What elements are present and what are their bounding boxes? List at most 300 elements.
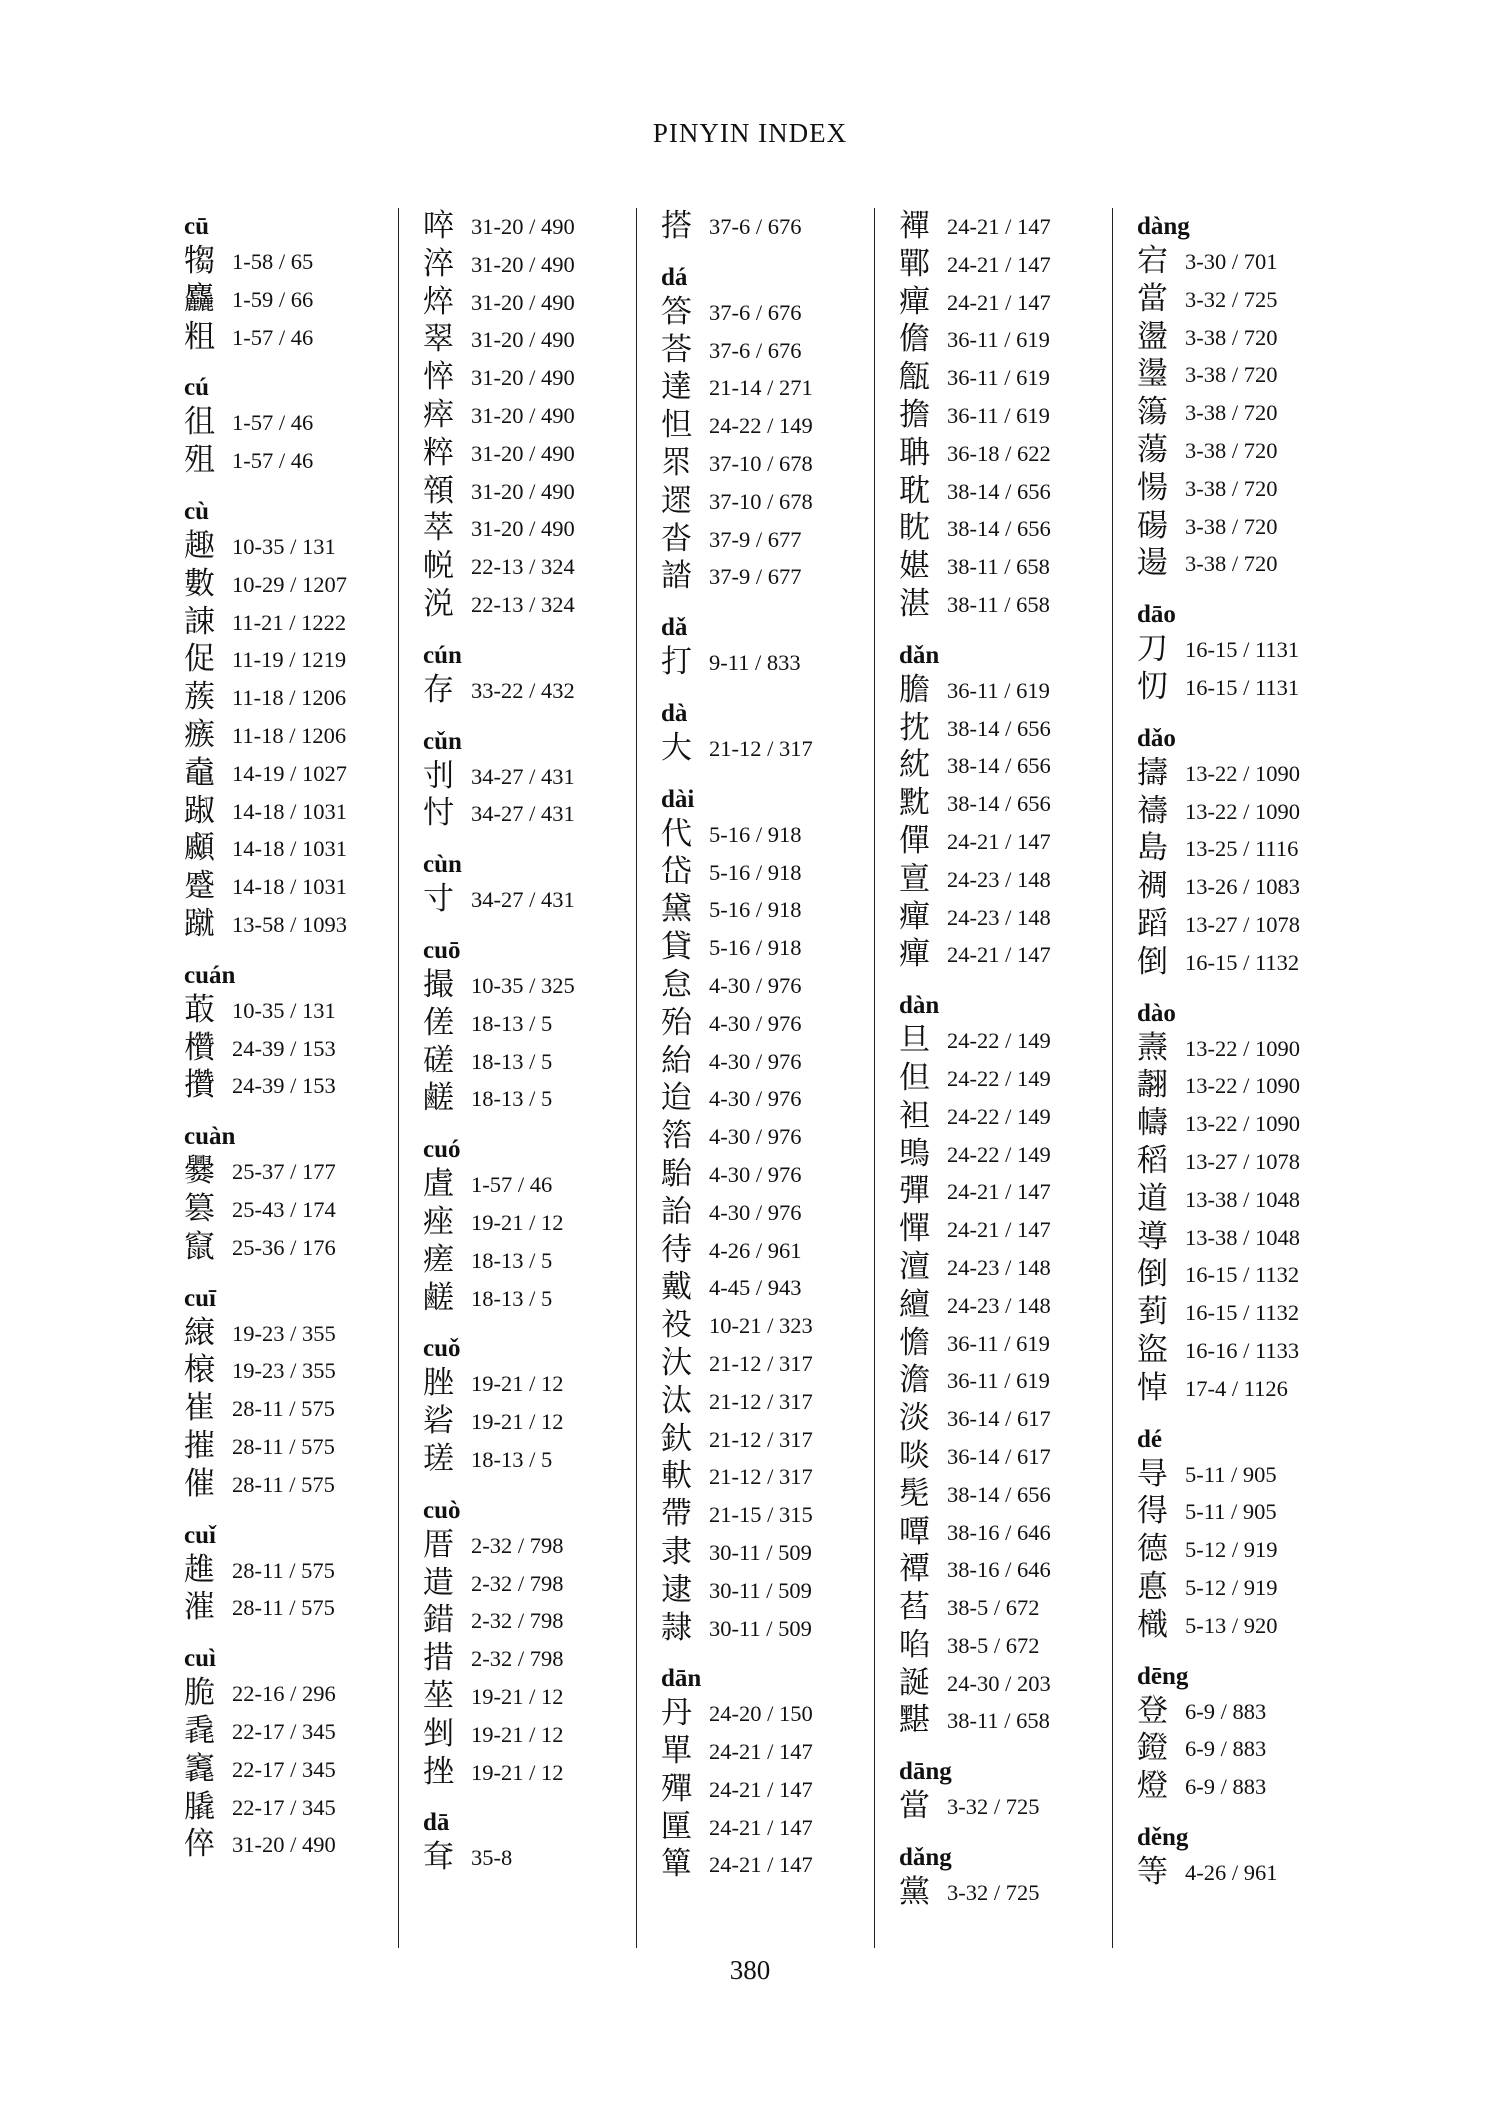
index-entry <box>1137 906 1345 944</box>
index-entry <box>184 404 392 442</box>
index-entry <box>661 1733 869 1771</box>
entry-reference: 24-39 / 153 <box>232 1073 336 1099</box>
entry-reference: 1-59 / 66 <box>232 286 314 312</box>
entry-reference: 13-58 / 1093 <box>232 911 347 937</box>
index-columns <box>160 208 1350 1948</box>
entry-character: 簞 <box>661 1846 692 1883</box>
entry-character: 釱 <box>661 1420 692 1457</box>
index-entry <box>899 1022 1107 1060</box>
entry-character: 啐 <box>423 208 454 244</box>
entry-reference: 4-30 / 976 <box>709 1048 802 1074</box>
index-entry <box>423 881 631 919</box>
entry-reference: 4-30 / 976 <box>709 972 802 998</box>
entry-character: 燈 <box>1137 1768 1168 1805</box>
index-entry <box>1137 755 1345 793</box>
index-entry <box>423 548 631 586</box>
index-entry <box>1137 868 1345 906</box>
index-entry <box>899 435 1107 473</box>
index-entry <box>1137 1181 1345 1219</box>
entry-character: 癉 <box>899 283 930 320</box>
index-entry <box>184 1713 392 1751</box>
entry-character: 汏 <box>661 1344 692 1381</box>
entry-reference: 31-20 / 490 <box>471 214 575 239</box>
index-entry <box>899 1211 1107 1249</box>
index-entry <box>899 1287 1107 1325</box>
entry-character: 擔 <box>899 396 930 433</box>
pinyin-group <box>1137 1823 1345 1892</box>
entry-reference: 24-21 / 147 <box>947 828 1051 854</box>
entry-reference: 10-35 / 325 <box>471 972 575 998</box>
index-entry <box>184 717 392 755</box>
entry-character: 旦 <box>899 1022 930 1059</box>
entry-character: 襌 <box>899 208 930 244</box>
index-entry <box>1137 830 1345 868</box>
entry-character: 脆 <box>184 1675 215 1712</box>
entry-character: 悴 <box>423 359 454 396</box>
index-entry <box>423 435 631 473</box>
index-entry <box>184 1675 392 1713</box>
entry-character: 毳 <box>184 1712 215 1749</box>
entry-character: 祋 <box>661 1307 692 1344</box>
entry-reference: 13-25 / 1116 <box>1185 836 1299 862</box>
entry-reference: 10-21 / 323 <box>709 1313 813 1339</box>
entry-reference: 3-38 / 720 <box>1185 324 1278 350</box>
entry-character: 怠 <box>661 966 692 1003</box>
index-entry <box>899 1702 1107 1740</box>
entry-reference: 19-21 / 12 <box>471 1721 564 1747</box>
entry-character: 促 <box>184 641 215 678</box>
index-entry <box>1137 243 1345 281</box>
index-entry <box>423 473 631 511</box>
entry-character: 刀 <box>1137 631 1168 668</box>
entry-character: 盜 <box>1137 1331 1168 1368</box>
index-entry <box>423 672 631 710</box>
entry-reference: 28-11 / 575 <box>232 1595 335 1621</box>
pinyin-group <box>184 1122 392 1266</box>
index-entry <box>184 679 392 717</box>
pinyin-heading: dāo <box>1137 601 1176 629</box>
pinyin-group <box>423 850 631 919</box>
pinyin-group <box>423 641 631 710</box>
entry-character: 鐙 <box>1137 1730 1168 1767</box>
entry-character: 萏 <box>899 1589 930 1626</box>
entry-reference: 24-21 / 147 <box>947 251 1051 277</box>
entry-character: 淬 <box>423 245 454 282</box>
entry-character: 戴 <box>661 1269 692 1306</box>
entry-character: 膬 <box>184 1788 215 1825</box>
entry-character: 啗 <box>899 1626 930 1663</box>
index-entry <box>1137 1030 1345 1068</box>
entry-character: 禂 <box>1137 868 1168 905</box>
pinyin-group <box>661 785 869 1648</box>
index-entry <box>899 1325 1107 1363</box>
index-entry <box>1137 1607 1345 1645</box>
entry-reference: 33-22 / 432 <box>471 677 575 703</box>
index-entry <box>423 1365 631 1403</box>
entry-character: 蹈 <box>1137 905 1168 942</box>
index-entry <box>423 1242 631 1280</box>
entry-reference: 14-18 / 1031 <box>232 874 347 900</box>
index-entry <box>661 1232 869 1270</box>
entry-reference: 24-22 / 149 <box>947 1065 1051 1091</box>
index-entry <box>184 1390 392 1428</box>
entry-character: 儋 <box>899 321 930 358</box>
index-entry <box>1137 669 1345 707</box>
entry-character: 黛 <box>661 891 692 928</box>
index-entry <box>423 1527 631 1565</box>
entry-reference: 36-11 / 619 <box>947 1330 1050 1356</box>
entry-character: 剉 <box>423 1715 454 1752</box>
entry-reference: 18-13 / 5 <box>471 1086 553 1112</box>
pinyin-heading: cuò <box>423 1496 461 1524</box>
entry-character: 軑 <box>661 1458 692 1495</box>
entry-character: 黨 <box>899 1874 930 1911</box>
pinyin-group <box>661 208 869 246</box>
entry-character: 瑳 <box>423 1440 454 1477</box>
page-title: PINYIN INDEX <box>652 118 848 148</box>
index-entry <box>423 967 631 1005</box>
entry-reference: 28-11 / 575 <box>232 1557 335 1583</box>
pinyin-heading: dài <box>661 785 695 813</box>
index-entry <box>661 816 869 854</box>
entry-character: 漼 <box>184 1589 215 1626</box>
entry-reference: 18-13 / 5 <box>471 1010 553 1036</box>
entry-reference: 22-17 / 345 <box>232 1794 336 1820</box>
entry-reference: 22-17 / 345 <box>232 1718 336 1744</box>
entry-character: 黮 <box>899 1702 930 1739</box>
entry-character: 癉 <box>899 898 930 935</box>
entry-reference: 2-32 / 798 <box>471 1532 564 1558</box>
entry-reference: 37-10 / 678 <box>709 488 813 514</box>
pinyin-heading: dàn <box>899 992 940 1020</box>
entry-character: 竄 <box>184 1228 215 1265</box>
page-number: 380 <box>729 1955 771 1985</box>
index-entry <box>184 528 392 566</box>
pinyin-heading: cǔn <box>423 727 462 755</box>
entry-reference: 18-13 / 5 <box>471 1285 553 1311</box>
entry-reference: 24-22 / 149 <box>709 413 813 439</box>
entry-character: 嘾 <box>899 1513 930 1550</box>
index-entry <box>423 1403 631 1441</box>
entry-reference: 22-13 / 324 <box>471 591 575 617</box>
index-entry <box>661 1421 869 1459</box>
entry-reference: 19-21 / 12 <box>471 1683 564 1709</box>
entry-reference: 13-22 / 1090 <box>1185 760 1300 786</box>
entry-character: 癉 <box>899 936 930 973</box>
entry-character: 愓 <box>1137 469 1168 506</box>
entry-character: 措 <box>423 1640 454 1677</box>
pinyin-heading: cuō <box>423 936 461 964</box>
pinyin-group <box>423 1808 631 1877</box>
entry-reference: 1-57 / 46 <box>232 448 314 474</box>
entry-character: 迨 <box>661 1080 692 1117</box>
entry-character: 攢 <box>184 1067 215 1104</box>
pinyin-group <box>661 613 869 682</box>
entry-reference: 16-15 / 1131 <box>1185 674 1300 700</box>
entry-character: 禱 <box>1137 792 1168 829</box>
entry-reference: 38-14 / 656 <box>947 1481 1051 1507</box>
entry-character: 犓 <box>184 243 215 279</box>
index-entry <box>899 1400 1107 1438</box>
index-entry <box>661 1156 869 1194</box>
entry-reference: 5-16 / 918 <box>709 935 802 961</box>
index-entry <box>899 1362 1107 1400</box>
pinyin-heading: dàng <box>1137 213 1190 240</box>
entry-character: 單 <box>661 1733 692 1770</box>
entry-reference: 4-45 / 943 <box>709 1275 802 1301</box>
entry-character: 駘 <box>661 1155 692 1192</box>
entry-character: 抌 <box>899 709 930 746</box>
index-column-2 <box>398 208 631 1948</box>
index-entry <box>423 1005 631 1043</box>
entry-character: 達 <box>661 369 692 406</box>
pinyin-group <box>1137 1662 1345 1806</box>
index-entry <box>184 604 392 642</box>
entry-character: 撮 <box>423 966 454 1003</box>
entry-reference: 5-16 / 918 <box>709 897 802 923</box>
entry-character: 簜 <box>1137 394 1168 431</box>
index-entry <box>1137 1768 1345 1806</box>
index-entry <box>661 1194 869 1232</box>
entry-reference: 21-15 / 315 <box>709 1502 813 1528</box>
entry-reference: 38-14 / 656 <box>947 715 1051 741</box>
entry-character: 悳 <box>1137 1568 1168 1605</box>
entry-character: 啖 <box>899 1437 930 1474</box>
entry-character: 憺 <box>899 1324 930 1361</box>
entry-reference: 36-11 / 619 <box>947 402 1050 428</box>
entry-character: 眔 <box>661 444 692 481</box>
index-entry <box>899 1098 1107 1136</box>
pinyin-heading: cuǒ <box>423 1335 461 1363</box>
entry-character: 當 <box>899 1788 930 1825</box>
index-entry <box>1137 944 1345 982</box>
index-entry <box>899 1136 1107 1174</box>
entry-character: 摧 <box>184 1427 215 1464</box>
pinyin-heading: dāng <box>899 1758 952 1786</box>
entry-character: 鄲 <box>899 245 930 282</box>
entry-character: 僤 <box>899 822 930 859</box>
pinyin-heading: cú <box>184 374 209 402</box>
index-entry <box>423 1640 631 1678</box>
entry-reference: 14-19 / 1027 <box>232 760 347 786</box>
entry-reference: 10-35 / 131 <box>232 997 336 1023</box>
entry-reference: 6-9 / 883 <box>1185 1774 1267 1800</box>
index-entry <box>1137 1493 1345 1531</box>
index-entry <box>899 321 1107 359</box>
entry-character: 菆 <box>184 991 215 1028</box>
entry-reference: 11-18 / 1206 <box>232 722 347 748</box>
index-entry <box>184 1315 392 1353</box>
index-entry <box>423 1754 631 1792</box>
index-entry <box>1137 394 1345 432</box>
entry-reference: 38-5 / 672 <box>947 1632 1040 1658</box>
entry-reference: 16-15 / 1132 <box>1185 949 1300 975</box>
entry-character: 丹 <box>661 1695 692 1732</box>
pinyin-group <box>184 497 392 944</box>
index-entry <box>1137 1143 1345 1181</box>
entry-reference: 13-22 / 1090 <box>1185 1073 1300 1099</box>
index-entry <box>899 1438 1107 1476</box>
entry-character: 鹺 <box>423 1080 454 1117</box>
entry-character: 得 <box>1137 1493 1168 1530</box>
index-entry <box>184 1030 392 1068</box>
entry-character: 數 <box>184 565 215 602</box>
index-entry <box>661 332 869 370</box>
entry-reference: 37-10 / 678 <box>709 450 813 476</box>
index-entry <box>184 1067 392 1105</box>
index-entry <box>899 1060 1107 1098</box>
entry-reference: 24-21 / 147 <box>947 214 1051 239</box>
entry-reference: 38-14 / 656 <box>947 478 1051 504</box>
pinyin-heading: cuǐ <box>184 1521 216 1549</box>
entry-character: 痤 <box>423 1203 454 1240</box>
pinyin-group <box>423 1496 631 1792</box>
entry-character: 紞 <box>899 747 930 784</box>
index-entry <box>661 1383 869 1421</box>
entry-reference: 25-43 / 174 <box>232 1196 336 1222</box>
entry-character: 萃 <box>423 510 454 547</box>
pinyin-heading: dǎn <box>899 641 940 669</box>
entry-character: 逿 <box>1137 545 1168 582</box>
index-entry <box>661 1572 869 1610</box>
index-entry <box>1137 281 1345 319</box>
entry-reference: 5-12 / 919 <box>1185 1574 1278 1600</box>
index-entry <box>423 1166 631 1204</box>
entry-character: 鹺 <box>423 1279 454 1316</box>
index-entry <box>899 936 1107 974</box>
index-entry <box>661 369 869 407</box>
entry-reference: 38-14 / 656 <box>947 516 1051 542</box>
index-entry <box>661 208 869 246</box>
entry-reference: 3-38 / 720 <box>1185 437 1278 463</box>
entry-reference: 28-11 / 575 <box>232 1433 335 1459</box>
entry-character: 紿 <box>661 1042 692 1079</box>
pinyin-group <box>184 1284 392 1504</box>
index-entry <box>899 747 1107 785</box>
pinyin-group <box>423 1334 631 1478</box>
index-column-3 <box>636 208 869 1948</box>
entry-character: 爨 <box>184 1153 215 1190</box>
entry-reference: 4-30 / 976 <box>709 1161 802 1187</box>
index-entry <box>423 795 631 833</box>
index-entry <box>899 899 1107 937</box>
entry-character: 蔟 <box>184 679 215 716</box>
index-entry <box>1137 319 1345 357</box>
index-entry <box>899 1173 1107 1211</box>
entry-reference: 5-11 / 905 <box>1185 1461 1277 1487</box>
entry-character: 焠 <box>423 283 454 320</box>
entry-character: 忉 <box>1137 668 1168 705</box>
entry-reference: 5-13 / 920 <box>1185 1612 1278 1638</box>
entry-reference: 19-23 / 355 <box>232 1358 336 1384</box>
index-entry <box>423 1080 631 1118</box>
index-entry <box>423 1441 631 1479</box>
entry-reference: 19-21 / 12 <box>471 1209 564 1235</box>
index-entry <box>1137 1730 1345 1768</box>
entry-reference: 25-37 / 177 <box>232 1159 336 1185</box>
index-entry <box>661 854 869 892</box>
entry-reference: 4-26 / 961 <box>1185 1859 1278 1885</box>
entry-reference: 31-20 / 490 <box>471 251 575 277</box>
entry-reference: 21-12 / 317 <box>709 1464 813 1490</box>
index-entry <box>1137 1456 1345 1494</box>
index-column-4 <box>874 208 1107 1948</box>
entry-character: 悼 <box>1137 1369 1168 1406</box>
entry-reference: 36-14 / 617 <box>947 1406 1051 1432</box>
pinyin-group <box>423 1135 631 1317</box>
index-entry <box>661 294 869 332</box>
entry-character: 待 <box>661 1231 692 1268</box>
entry-character: 盪 <box>1137 318 1168 355</box>
index-entry <box>899 1514 1107 1552</box>
entry-reference: 30-11 / 509 <box>709 1539 812 1565</box>
entry-reference: 5-12 / 919 <box>1185 1537 1278 1563</box>
entry-character: 澶 <box>899 1248 930 1285</box>
index-entry <box>661 1005 869 1043</box>
entry-character: 稻 <box>1137 1142 1168 1179</box>
pinyin-heading: děng <box>1137 1823 1189 1851</box>
entry-reference: 11-19 / 1219 <box>232 647 347 673</box>
entry-reference: 6-9 / 883 <box>1185 1736 1267 1762</box>
index-entry <box>423 586 631 624</box>
entry-reference: 21-12 / 317 <box>709 1350 813 1376</box>
index-entry <box>661 1771 869 1809</box>
entry-character: 殂 <box>184 442 215 479</box>
index-entry <box>899 208 1107 246</box>
index-entry <box>184 1589 392 1627</box>
index-column-1 <box>160 208 392 1948</box>
pinyin-group <box>899 208 1107 624</box>
entry-character: 但 <box>899 1059 930 1096</box>
entry-reference: 34-27 / 431 <box>471 763 575 789</box>
index-entry <box>184 442 392 480</box>
entry-reference: 6-9 / 883 <box>1185 1698 1267 1724</box>
entry-reference: 28-11 / 575 <box>232 1471 335 1497</box>
entry-reference: 3-38 / 720 <box>1185 362 1278 388</box>
index-entry <box>1137 1067 1345 1105</box>
pinyin-heading: cū <box>184 213 209 240</box>
entry-character: 麤 <box>184 280 215 317</box>
entry-reference: 14-18 / 1031 <box>232 836 347 862</box>
entry-reference: 1-57 / 46 <box>232 324 314 350</box>
index-entry <box>899 785 1107 823</box>
entry-character: 汰 <box>661 1382 692 1419</box>
index-entry <box>661 644 869 682</box>
entry-character: 鼀 <box>184 754 215 791</box>
pinyin-group <box>184 212 392 356</box>
index-entry <box>661 967 869 1005</box>
entry-character: 殆 <box>661 1004 692 1041</box>
entry-character: 莝 <box>423 1677 454 1714</box>
index-entry <box>661 521 869 559</box>
entry-character: 等 <box>1137 1853 1168 1890</box>
index-entry <box>899 672 1107 710</box>
entry-reference: 24-21 / 147 <box>947 1179 1051 1205</box>
entry-reference: 10-29 / 1207 <box>232 571 347 597</box>
entry-character: 誻 <box>661 558 692 595</box>
index-entry <box>1137 1219 1345 1257</box>
index-entry <box>899 359 1107 397</box>
entry-character: 欑 <box>184 1029 215 1066</box>
index-entry <box>899 823 1107 861</box>
entry-character: 燾 <box>1137 1029 1168 1066</box>
pinyin-group <box>184 961 392 1105</box>
entry-reference: 16-15 / 1132 <box>1185 1262 1300 1288</box>
entry-reference: 4-26 / 961 <box>709 1237 802 1263</box>
index-entry <box>899 510 1107 548</box>
index-entry <box>423 1839 631 1877</box>
entry-reference: 2-32 / 798 <box>471 1570 564 1596</box>
